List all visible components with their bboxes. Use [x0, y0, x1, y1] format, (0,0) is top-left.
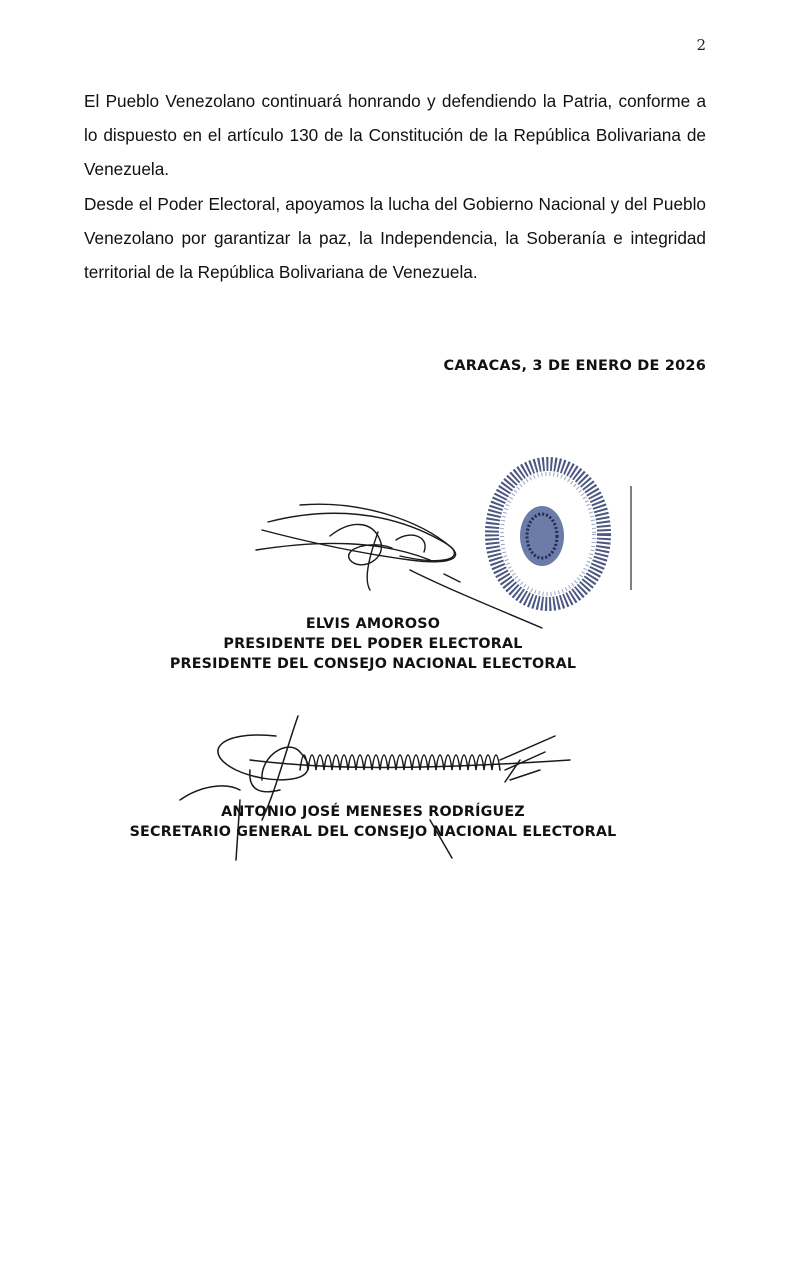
paragraph-1: El Pueblo Venezolano continuará honrando y defendiendo la Patria, conforme a lo dispuesto en el artículo 130 de la Constitución de la República Bolivariana de Venezuela.: [84, 91, 706, 180]
signature-block-secretary: [0, 802, 746, 842]
signature-block-president: [0, 614, 746, 674]
document-body: [84, 84, 706, 289]
signatory-title: PRESIDENTE DEL CONSEJO NACIONAL ELECTORAL: [169, 656, 577, 672]
signatory-title: SECRETARIO GENERAL DEL CONSEJO NACIONAL ELECTORAL: [129, 824, 617, 840]
signature-1-icon: [256, 504, 542, 628]
place-date: CARACAS, 3 DE ENERO DE 2026: [443, 358, 706, 374]
signatory-name: ELVIS AMOROSO: [305, 616, 441, 632]
page-number: 2: [696, 36, 706, 54]
signatory-title: PRESIDENTE DEL PODER ELECTORAL: [223, 636, 523, 652]
paragraph-2: Desde el Poder Electoral, apoyamos la lucha del Gobierno Nacional y del Pueblo Venezolano por garantizar la paz, la Independencia, la Soberanía e integridad territorial de la República Bolivariana de Venezuela.: [84, 193, 706, 283]
signatory-name: ANTONIO JOSÉ MENESES RODRÍGUEZ: [221, 804, 525, 820]
official-seal-icon: [492, 464, 631, 604]
